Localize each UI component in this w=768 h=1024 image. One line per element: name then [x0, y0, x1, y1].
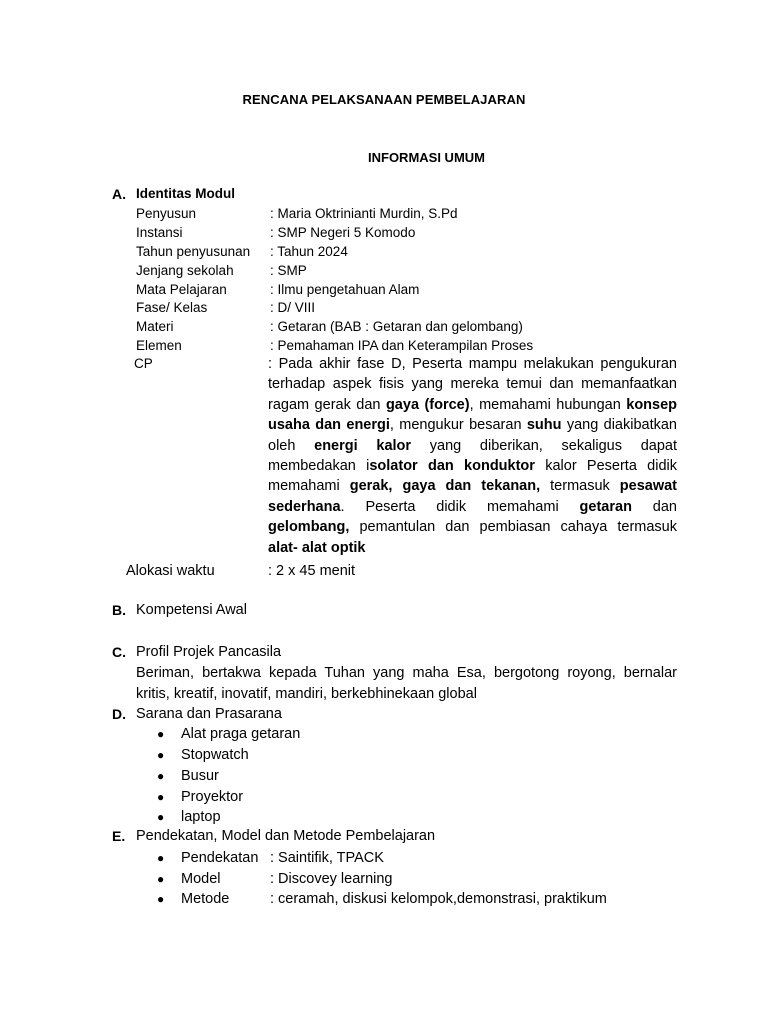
time-allocation-label: Alokasi waktu: [126, 563, 215, 579]
list-item-text: Stopwatch: [181, 747, 249, 763]
document-title: RENCANA PELAKSANAAN PEMBELAJARAN: [242, 92, 526, 107]
cp-text-part: , mengukur besaran: [389, 417, 527, 434]
identity-label: Tahun penyusunan: [136, 244, 251, 259]
identity-label: Fase/ Kelas: [136, 300, 208, 315]
identity-value: : Tahun 2024: [270, 244, 348, 259]
cp-bold-term: alat- alat optik: [268, 539, 366, 556]
section-b-title: Kompetensi Awal: [136, 602, 247, 618]
cp-text-part: dan: [631, 498, 677, 515]
list-item-label: Model: [181, 871, 221, 887]
cp-bold-term: pesawat sederhana: [268, 478, 678, 515]
identity-label: Jenjang sekolah: [136, 263, 234, 278]
identity-value: : Pemahaman IPA dan Keterampilan Proses: [270, 338, 534, 353]
cp-bold-term: solator dan konduktor: [369, 458, 535, 475]
cp-text-part: yang diakibatkan oleh: [268, 417, 677, 454]
cp-text-part: yang diberikan, sekaligus dapat membedakan i: [268, 437, 677, 475]
cp-text-part: , memahami hubungan: [469, 396, 627, 413]
section-e-letter: E.: [112, 828, 126, 844]
cp-text-part: pemantulan dan pembiasan cahaya termasuk: [349, 519, 677, 536]
list-item-label: Metode: [181, 891, 230, 907]
section-d-title: Sarana dan Prasarana: [136, 706, 282, 722]
section-b-letter: B.: [112, 602, 126, 618]
identity-label: Materi: [136, 319, 174, 334]
cp-bold-term: konsep usaha dan energi: [268, 396, 678, 434]
cp-bold-term: getaran: [579, 498, 632, 515]
list-item-text: laptop: [181, 809, 221, 825]
section-c-letter: C.: [112, 644, 126, 660]
bullet-icon: ●: [157, 872, 165, 886]
identity-value: : SMP Negeri 5 Komodo: [270, 225, 416, 240]
identity-label: Mata Pelajaran: [136, 282, 227, 297]
bullet-icon: ●: [157, 851, 165, 865]
identity-value: : Maria Oktrinianti Murdin, S.Pd: [270, 206, 458, 221]
section-e-title: Pendekatan, Model dan Metode Pembelajaran: [136, 828, 436, 844]
section-c-title: Profil Projek Pancasila: [136, 644, 282, 660]
section-d-letter: D.: [112, 706, 126, 722]
list-item-label: Pendekatan: [181, 850, 259, 866]
time-allocation-value: : 2 x 45 menit: [268, 563, 356, 579]
section-a-title: Identitas Modul: [136, 186, 235, 201]
bullet-icon: ●: [157, 892, 165, 906]
cp-text-part: : Pada akhir fase D, Peserta mampu melakukan pengukuran terhadap aspek fisis yang mereka temui dan memanfaatkan ragam gerak dan: [268, 356, 677, 413]
list-item-text: Alat praga getaran: [181, 726, 301, 742]
identity-label: Elemen: [136, 338, 182, 353]
cp-text-part: termasuk: [540, 478, 620, 495]
section-a-letter: A.: [112, 186, 126, 202]
bullet-icon: ●: [157, 748, 165, 762]
section-c-text: Beriman, bertakwa kepada Tuhan yang maha Esa, bergotong royong, bernalar kritis, kreatif, inovatif, mandiri, berkebhinekaan global: [136, 665, 677, 702]
list-item-value: : Saintifik, TPACK: [270, 850, 384, 866]
cp-bold-term: gaya (force): [385, 396, 470, 413]
identity-label: Penyusun: [136, 206, 197, 221]
bullet-icon: ●: [157, 727, 165, 741]
cp-bold-term: gerak, gaya dan tekanan,: [349, 478, 541, 495]
identity-value: : Getaran (BAB : Getaran dan gelombang): [270, 319, 523, 334]
identity-value: : SMP: [270, 263, 307, 278]
info-heading: INFORMASI UMUM: [368, 150, 485, 165]
list-item-text: Proyektor: [181, 789, 244, 805]
identity-value: : Ilmu pengetahuan Alam: [270, 282, 420, 297]
list-item-text: Busur: [181, 768, 219, 784]
cp-description: [268, 354, 677, 558]
cp-text-part: . Peserta didik memahami: [340, 498, 580, 515]
cp-bold-term: energi kalor: [314, 437, 412, 454]
bullet-icon: ●: [157, 769, 165, 783]
list-item-value: : Discovey learning: [270, 871, 393, 887]
cp-bold-term: gelombang,: [268, 519, 350, 536]
list-item-value: : ceramah, diskusi kelompok,demonstrasi, praktikum: [270, 891, 607, 907]
bullet-icon: ●: [157, 810, 165, 824]
cp-bold-term: suhu: [526, 417, 562, 434]
cp-text-part: kalor Peserta didik memahami: [268, 458, 677, 495]
cp-label: CP: [134, 356, 153, 371]
identity-label: Instansi: [136, 225, 183, 240]
bullet-icon: ●: [157, 790, 165, 804]
identity-value: : D/ VIII: [270, 300, 316, 315]
